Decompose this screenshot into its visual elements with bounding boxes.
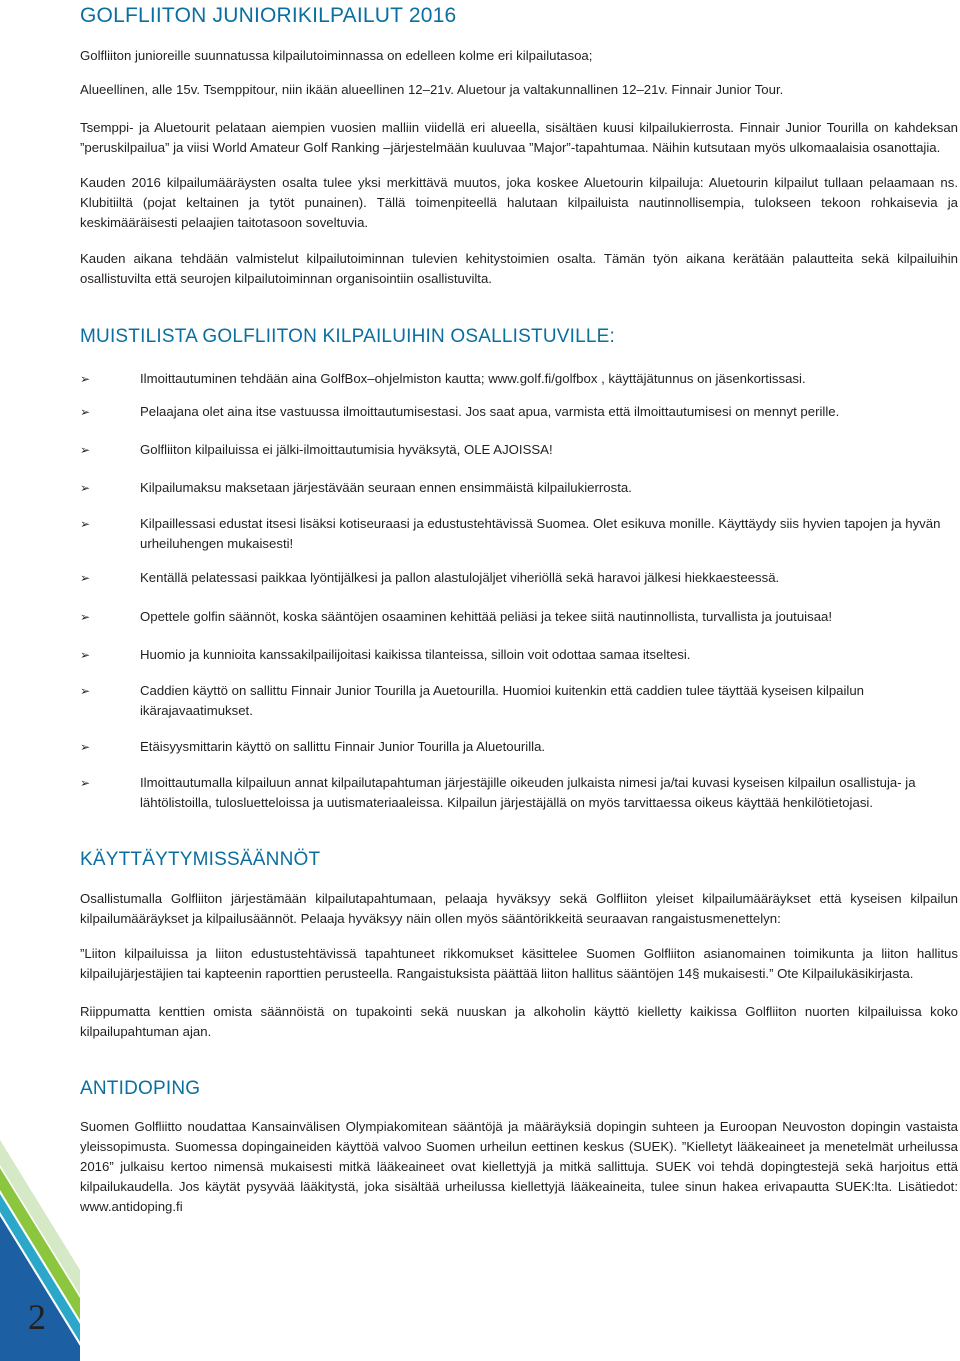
arrow-bullet-icon: ➢ — [80, 740, 91, 754]
intro-paragraph-3: Tsemppi- ja Aluetourit pelataan aiempien vuosien malliin viidellä eri alueella, sisältäen kuusi kilpailukierrosta. Finnair Junior Tourilla on kahdeksan ”peruskilpailua” ja viisi World Amateur Golf Ranking –järjestelmään kuuluvaa ”Major”-tapahtumaa. Näihin kutsutaan myös ulkomaalaisia osanottajia. — [80, 120, 958, 155]
conduct-heading: KÄYTTÄYTYMISSÄÄNNÖT — [80, 849, 321, 870]
page-number: 2 — [28, 1297, 46, 1337]
arrow-bullet-icon: ➢ — [80, 481, 91, 495]
checklist-heading: MUISTILISTA GOLFLIITON KILPAILUIHIN OSALLISTUVILLE: — [80, 326, 615, 347]
arrow-bullet-icon: ➢ — [80, 571, 91, 585]
intro-paragraph-5: Kauden aikana tehdään valmistelut kilpailutoiminnan tulevien kehitystoimien osalta. Tämän työn aikana kerätään palautteita sekä kilpailuihin osallistuvilta että seurojen kilpailutoiminnan organisointiin osallistuvilta. — [80, 251, 958, 286]
intro-paragraph-4: Kauden 2016 kilpailumääräysten osalta tulee yksi merkittävä muutos, joka koskee Aluetourin kilpailuja: Aluetourin kilpailut tullaan pelaamaan ns. Klubitiiltä (pojat keltainen ja tytöt punainen). Tällä toimenpiteellä halutaan kilpailuista nautinnollisempia, tulokseen tekoon rohkaisevia ja keskimääräisesti pelaajien taitotasoon soveltuvia. — [80, 175, 958, 230]
list-item: ➢ Golfliiton kilpailuissa ei jälki-ilmoittautumisia hyväksytä, OLE AJOISSA! — [80, 440, 958, 460]
intro-paragraph-1: Golfliiton junioreille suunnatussa kilpailutoiminnassa on edelleen kolme eri kilpailutasoa; — [80, 48, 593, 63]
antidoping-heading: ANTIDOPING — [80, 1078, 201, 1099]
list-item: ➢ Opettele golfin säännöt, koska sääntöjen osaaminen kehittää peliäsi ja tekee siitä nautinnollista, turvallista ja joutuisaa! — [80, 607, 958, 627]
list-item: ➢ Kilpaillessasi edustat itsesi lisäksi kotiseuraasi ja edustustehtävissä Suomea. Olet esikuva monille. Käyttäydy siis hyvien tapojen ja hyvän urheiluhengen mukaisesti! — [80, 516, 941, 551]
conduct-paragraph-1: Osallistumalla Golfliiton järjestämään kilpailutapahtumaan, pelaaja hyväksyy sekä Golfliiton yleiset kilpailumääräykset että kyseisen kilpailun kilpailumääräykset ja kilpailusäännöt. Pelaaja hyväksyy näin ollen myös sääntörikkeitä seuraavan rangaistusmenettelyn: — [80, 891, 958, 926]
arrow-bullet-icon: ➢ — [80, 648, 91, 662]
arrow-bullet-icon: ➢ — [80, 443, 91, 457]
arrow-bullet-icon: ➢ — [80, 684, 91, 698]
conduct-paragraph-3: Riippumatta kenttien omista säännöistä on tupakointi sekä nuuskan ja alkoholin käyttö kielletty kaikissa Golfliiton nuorten kilpailuissa koko kilpailupahtuman ajan. — [80, 1004, 958, 1039]
arrow-bullet-icon: ➢ — [80, 776, 91, 790]
list-item: ➢ Kentällä pelatessasi paikkaa lyöntijälkesi ja pallon alastulojäljet viheriöllä sekä haravoi jälkesi hiekkaesteessä. — [80, 568, 958, 588]
list-item: ➢ Huomio ja kunnioita kanssakilpailijoitasi kaikissa tilanteissa, silloin voit odottaa samaa itseltesi. — [80, 645, 958, 665]
list-item: ➢ Kilpailumaksu maksetaan järjestävään seuraan ennen ensimmäistä kilpailukierrosta. — [80, 478, 958, 498]
list-item: ➢ Pelaajana olet aina itse vastuussa ilmoittautumisestasi. Jos saat apua, varmista että ilmoittautumisesi on mennyt perille. — [80, 402, 958, 422]
page-title: GOLFLIITON JUNIORIKILPAILUT 2016 — [80, 4, 457, 27]
list-item: ➢ Ilmoittautumalla kilpailuun annat kilpailutapahtuman järjestäjille oikeuden julkaista nimesi ja/tai kuvasi kyseisen kilpailun osallistuja- ja lähtölistoilla, tulosluetteloissa ja uutismateriaaleissa. Kilpailun järjestäjällä on myös tarvittaessa oikeus käyttää henkilötietojasi. — [80, 775, 916, 810]
antidoping-paragraph: Suomen Golfliitto noudattaa Kansainvälisen Olympiakomitean sääntöjä ja määräyksiä dopingin suhteen ja Euroopan Neuvoston dopingin vastaista yleissopimusta. Suomessa dopingaineiden käyttöä valvoo Suomen urheilun eettinen keskus (SUEK). ”Kielletyt lääkeaineet ja menetelmät urheilussa 2016” julkaisu kertoo nimensä mukaisesti mitkä lääkeaineet ovat kiellettyjä ja mitkä sallittuja. SUEK voi tehdä dopingtestejä sekä harjoitus että kilpailukaudella. Jos käytät pysyvää lääkitystä, joka sisältää urheilussa kiellettyjä lääkeaineita, tulee sinun hakea erivapautta SUEK:lta. Lisätiedot: www.antidoping.fi — [80, 1119, 958, 1214]
conduct-paragraph-2: ”Liiton kilpailuissa ja liiton edustustehtävissä tapahtuneet rikkomukset käsittelee Suomen Golfliiton asianomainen toimikunta ja liiton hallitus kilpailujärjestäjien tai kapteenin raporttien perusteella. Rangaistuksista päättää liiton hallitus sääntöjen 14§ mukaisesti.” Ote Kilpailukäsikirjasta. — [80, 946, 958, 981]
list-item: ➢ Etäisyysmittarin käyttö on sallittu Finnair Junior Tourilla ja Aluetourilla. — [80, 737, 958, 757]
arrow-bullet-icon: ➢ — [80, 372, 91, 386]
intro-paragraph-2: Alueellinen, alle 15v. Tsemppitour, niin ikään alueellinen 12–21v. Aluetour ja valtakunnallinen 12–21v. Finnair Junior Tour. — [80, 82, 784, 97]
arrow-bullet-icon: ➢ — [80, 405, 91, 419]
arrow-bullet-icon: ➢ — [80, 517, 91, 531]
list-item: ➢ Caddien käyttö on sallittu Finnair Junior Tourilla ja Auetourilla. Huomioi kuitenkin että caddien tulee täyttää kyseisen kilpailun ikärajavaatimukset. — [80, 683, 865, 718]
arrow-bullet-icon: ➢ — [80, 610, 91, 624]
list-item: ➢ Ilmoittautuminen tehdään aina GolfBox–ohjelmiston kautta; www.golf.fi/golfbox , käyttäjätunnus on jäsenkortissasi. — [80, 369, 958, 389]
